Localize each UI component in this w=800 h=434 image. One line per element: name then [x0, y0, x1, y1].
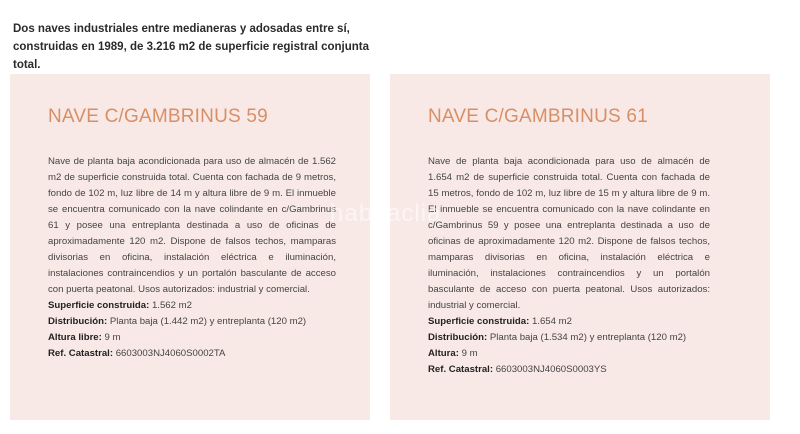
spec-label: Distribución:: [48, 316, 108, 327]
spec-value: 9 m: [461, 348, 478, 359]
spec-label: Altura libre:: [48, 332, 102, 343]
spec-label: Distribución:: [428, 332, 488, 343]
spec-value: 6603003NJ4060S0002TA: [115, 348, 226, 359]
spec-value: 6603003NJ4060S0003YS: [495, 364, 607, 375]
card-body: [428, 154, 710, 378]
spec-built-area: [428, 314, 710, 330]
spec-value: 1.654 m2: [531, 316, 572, 327]
spec-label: Altura:: [428, 348, 459, 359]
spec-height: [428, 346, 710, 362]
spec-distribution: [48, 314, 336, 330]
spec-distribution: [428, 330, 710, 346]
spec-label: Superficie construida:: [428, 316, 530, 327]
card-description: Nave de planta baja acondicionada para uso de almacén de 1.654 m2 de superficie construida total. Cuenta con fachada de 15 metros, fondo de 102 m, luz libre de 15 m y altura libre de 9 m. El inmueble se encuentra comunicado con la nave colindante en c/Gambrinus 59 y posee una entreplanta destinada a uso de oficinas de aproximadamente 120 m2. Dispone de falsos techos, mamparas divisorias en oficina, instalación eléctrica e iluminación, instalaciones contraincendios y un portalón basculante de acceso con puerta peatonal. Usos autorizados: industrial y comercial.: [428, 156, 710, 311]
spec-cadastral-ref: [428, 362, 710, 378]
spec-built-area: [48, 298, 336, 314]
spec-value: 9 m: [104, 332, 121, 343]
spec-label: Superficie construida:: [48, 300, 150, 311]
spec-value: Planta baja (1.442 m2) y entreplanta (120 m2): [109, 316, 307, 327]
spec-label: Ref. Catastral:: [48, 348, 114, 359]
card-body: [48, 154, 336, 362]
spec-height: [48, 330, 336, 346]
spec-value: 1.562 m2: [151, 300, 192, 311]
spec-cadastral-ref: [48, 346, 336, 362]
spec-label: Ref. Catastral:: [428, 364, 494, 375]
property-card-gambrinus-61: [390, 74, 770, 420]
spec-value: Planta baja (1.534 m2) y entreplanta (120 m2): [489, 332, 687, 343]
property-card-gambrinus-59: [10, 74, 370, 420]
card-title: NAVE C/GAMBRINUS 59: [48, 106, 268, 127]
card-title: NAVE C/GAMBRINUS 61: [428, 106, 648, 127]
intro-text: Dos naves industriales entre medianeras y adosadas entre sí, construidas en 1989, de 3.216 m2 de superficie registral conjunta total.: [13, 23, 370, 71]
watermark: habitaclia: [330, 200, 442, 227]
card-description: Nave de planta baja acondicionada para uso de almacén de 1.562 m2 de superficie construida total. Cuenta con fachada de 9 metros, fondo de 102 m, luz libre de 14 m y altura libre de 9 m. El inmueble se encuentra comunicado con la nave colindante en c/Gambrinus 61 y posee una entreplanta destinada a uso de oficinas de aproximadamente 120 m2. Dispone de falsos techos, mamparas divisorias en oficina, instalación eléctrica e iluminación, instalaciones contraincendios y un portalón basculante de acceso con puerta peatonal. Usos autorizados: industrial y comercial.: [48, 156, 336, 295]
